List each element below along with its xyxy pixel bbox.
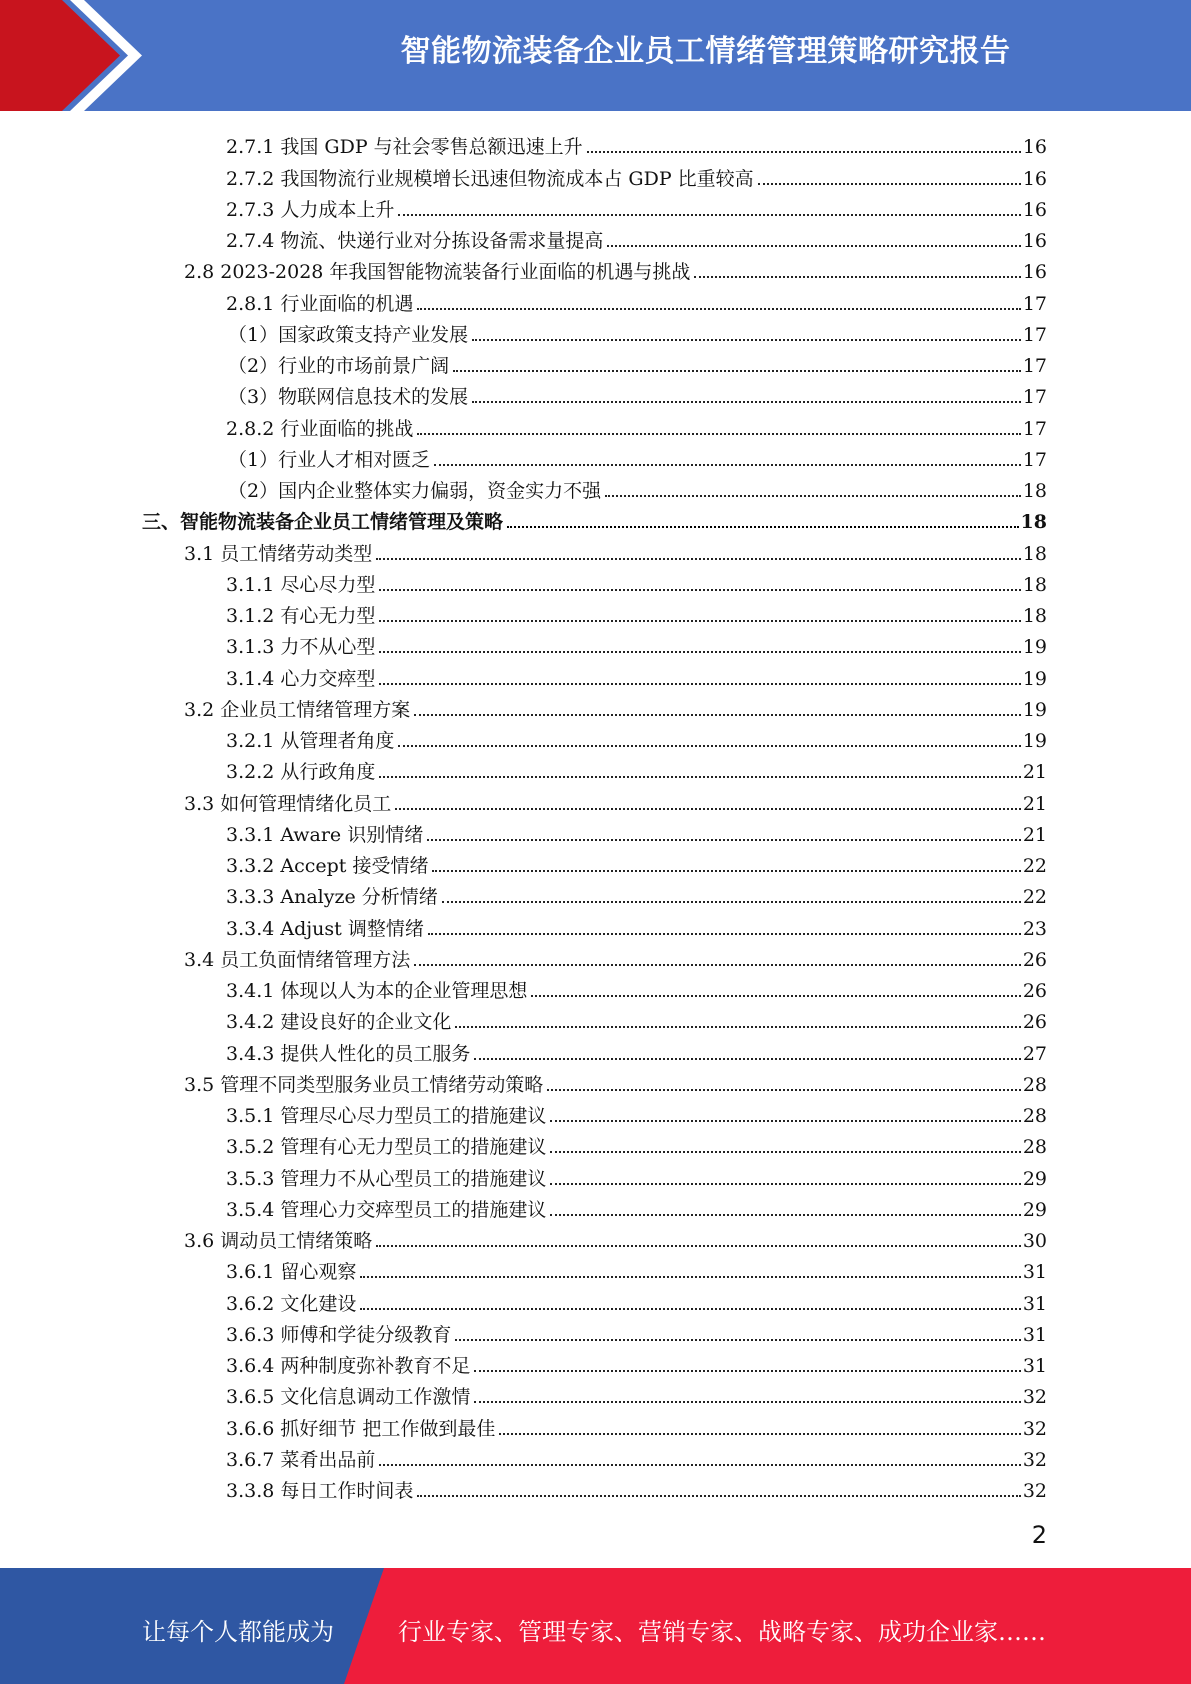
toc-entry[interactable] <box>0 221 1047 252</box>
toc-entry-page: 22 <box>1022 886 1047 909</box>
toc-entry-title: （3）物联网信息技术的发展 <box>228 386 469 409</box>
toc-dot-leader <box>550 1214 1020 1216</box>
toc-dot-leader <box>587 151 1021 153</box>
toc-entry-page: 17 <box>1022 323 1047 346</box>
toc-entry-title: 3.1.1 尽心尽力型 <box>226 573 376 596</box>
toc-entry-page: 31 <box>1022 1261 1047 1284</box>
toc-entry-page: 17 <box>1022 292 1047 315</box>
toc-entry[interactable] <box>0 940 1047 971</box>
toc-dot-leader <box>605 495 1021 497</box>
toc-entry[interactable] <box>0 877 1047 908</box>
toc-entry-page: 32 <box>1022 1480 1047 1502</box>
toc-entry-title: 3.4.2 建设良好的企业文化 <box>226 1011 452 1034</box>
toc-dot-leader <box>474 1058 1020 1060</box>
toc-entry-title: 3.4.3 提供人性化的员工服务 <box>226 1042 471 1065</box>
toc-entry[interactable] <box>0 283 1047 314</box>
toc-entry-page: 16 <box>1022 167 1047 190</box>
toc-entry-title: 3.4.1 体现以人为本的企业管理思想 <box>226 980 528 1002</box>
toc-entry[interactable] <box>0 1190 1047 1221</box>
toc-entry-title: 2.7.2 我国物流行业规模增长迅速但物流成本占 GDP 比重较高 <box>226 167 754 190</box>
toc-entry-title: 3.6.6 抓好细节 把工作做到最佳 <box>226 1417 496 1440</box>
toc-entry-title: 3.3.4 Adjust 调整情绪 <box>226 917 424 940</box>
toc-entry-title: 3.1 员工情绪劳动类型 <box>184 542 373 565</box>
toc-entry-title: 3.6.1 留心观察 <box>226 1261 357 1284</box>
toc-entry-page: 29 <box>1022 1198 1047 1221</box>
toc-entry[interactable] <box>0 190 1047 221</box>
toc-entry-title: 3.2.2 从行政角度 <box>226 761 376 784</box>
page-number: 2 <box>1031 1521 1047 1549</box>
toc-entry[interactable] <box>0 1346 1047 1377</box>
toc-entry[interactable] <box>0 127 1047 158</box>
toc-dot-leader <box>507 526 1019 528</box>
toc-dot-leader <box>417 433 1020 435</box>
toc-dot-leader <box>360 1276 1020 1278</box>
toc-entry[interactable] <box>0 377 1047 408</box>
toc-dot-leader <box>550 1183 1020 1185</box>
toc-entry-title: 3.1.4 心力交瘁型 <box>226 667 376 690</box>
toc-entry[interactable] <box>0 1408 1047 1439</box>
toc-dot-leader <box>607 245 1020 247</box>
toc-dot-leader <box>694 276 1020 278</box>
toc-entry-title: 3.6 调动员工情绪策略 <box>184 1230 373 1252</box>
toc-entry[interactable] <box>0 502 1047 533</box>
chevron-arrow-icon <box>0 0 160 111</box>
toc-entry-title: 2.7.1 我国 GDP 与社会零售总额迅速上升 <box>226 136 583 159</box>
toc-entry-page: 27 <box>1022 1042 1047 1065</box>
toc-entry[interactable] <box>0 252 1047 283</box>
toc-dot-leader <box>453 370 1021 372</box>
toc-entry-page: 17 <box>1022 448 1047 471</box>
toc-entry-title: 3.5.1 管理尽心尽力型员工的措施建议 <box>226 1105 547 1127</box>
toc-entry[interactable] <box>0 158 1047 189</box>
toc-entry-page: 32 <box>1022 1386 1047 1409</box>
toc-entry[interactable] <box>0 783 1047 814</box>
toc-entry-title: 3.6.2 文化建设 <box>226 1292 357 1315</box>
toc-entry[interactable] <box>0 627 1047 658</box>
toc-dot-leader <box>474 1401 1020 1403</box>
toc-entry[interactable] <box>0 1221 1047 1252</box>
toc-entry-title: 3.6.5 文化信息调动工作激情 <box>226 1386 471 1409</box>
toc-entry[interactable] <box>0 471 1047 502</box>
toc-entry-page: 16 <box>1022 136 1047 159</box>
toc-entry[interactable] <box>0 1002 1047 1033</box>
toc-entry-title: 3.1.3 力不从心型 <box>226 636 376 659</box>
toc-dot-leader <box>398 214 1020 216</box>
toc-entry-page: 18 <box>1022 573 1047 596</box>
toc-entry-title: 2.8.1 行业面临的机遇 <box>226 292 414 315</box>
toc-entry[interactable] <box>0 1252 1047 1283</box>
toc-entry-page: 30 <box>1022 1230 1047 1252</box>
toc-dot-leader <box>442 901 1021 903</box>
toc-entry-page: 19 <box>1022 698 1047 721</box>
toc-dot-leader <box>455 1026 1020 1028</box>
toc-entry[interactable] <box>0 1315 1047 1346</box>
toc-dot-leader <box>531 995 1020 997</box>
toc-dot-leader <box>414 714 1021 716</box>
toc-entry-title: 3.3 如何管理情绪化员工 <box>184 792 392 815</box>
toc-dot-leader <box>379 776 1020 778</box>
toc-entry-page: 32 <box>1022 1448 1047 1471</box>
toc-entry-title: 3.5.4 管理心力交瘁型员工的措施建议 <box>226 1198 547 1221</box>
toc-entry[interactable] <box>0 1065 1047 1096</box>
toc-entry[interactable] <box>0 346 1047 377</box>
toc-dot-leader <box>499 1433 1020 1435</box>
toc-dot-leader <box>547 1089 1021 1091</box>
toc-dot-leader <box>474 1370 1020 1372</box>
toc-entry-page: 17 <box>1022 417 1047 440</box>
toc-entry[interactable] <box>0 658 1047 689</box>
toc-entry[interactable] <box>0 596 1047 627</box>
toc-dot-leader <box>417 1495 1020 1497</box>
toc-dot-leader <box>550 1151 1020 1153</box>
toc-entry[interactable] <box>0 1096 1047 1127</box>
footer-slogan-right: 行业专家、管理专家、营销专家、战略专家、成功企业家…… <box>398 1618 1046 1646</box>
toc-dot-leader <box>379 683 1020 685</box>
page-footer <box>0 1568 1191 1684</box>
toc-entry[interactable] <box>0 565 1047 596</box>
toc-entry-title: 2.7.3 人力成本上升 <box>226 198 395 221</box>
toc-entry-page: 18 <box>1022 480 1047 502</box>
toc-entry-page: 21 <box>1022 823 1047 846</box>
toc-entry-title: 3.5 管理不同类型服务业员工情绪劳动策略 <box>184 1073 544 1096</box>
toc-entry-page: 26 <box>1022 1011 1047 1034</box>
toc-entry[interactable] <box>0 440 1047 471</box>
toc-dot-leader <box>434 464 1021 466</box>
toc-entry-page: 28 <box>1022 1136 1047 1159</box>
toc-entry-page: 21 <box>1022 792 1047 815</box>
toc-entry[interactable] <box>0 1283 1047 1314</box>
toc-entry[interactable] <box>0 752 1047 783</box>
toc-entry-title: 2.8 2023-2028 年我国智能物流装备行业面临的机遇与挑战 <box>184 261 691 284</box>
toc-entry[interactable] <box>0 408 1047 439</box>
toc-entry-page: 29 <box>1022 1167 1047 1190</box>
toc-dot-leader <box>758 183 1021 185</box>
toc-dot-leader <box>395 808 1021 810</box>
toc-dot-leader <box>455 1339 1020 1341</box>
toc-entry-title: 3.2 企业员工情绪管理方案 <box>184 698 411 721</box>
toc-dot-leader <box>432 870 1020 872</box>
toc-entry[interactable] <box>0 1033 1047 1064</box>
toc-entry-title: 3.6.4 两种制度弥补教育不足 <box>226 1355 471 1377</box>
toc-entry-page: 16 <box>1022 261 1047 284</box>
toc-dot-leader <box>472 339 1021 341</box>
toc-entry-title: 3.1.2 有心无力型 <box>226 605 376 627</box>
toc-entry-title: （1）行业人才相对匮乏 <box>228 448 431 471</box>
toc-entry-title: 3.5.2 管理有心无力型员工的措施建议 <box>226 1136 547 1159</box>
toc-entry[interactable] <box>0 533 1047 564</box>
toc-entry-page: 31 <box>1022 1323 1047 1346</box>
toc-entry-title: 3.3.3 Analyze 分析情绪 <box>226 886 438 909</box>
toc-dot-leader <box>550 1120 1020 1122</box>
toc-entry[interactable] <box>0 315 1047 346</box>
toc-entry-title: 2.8.2 行业面临的挑战 <box>226 417 414 440</box>
toc-entry[interactable] <box>0 1440 1047 1471</box>
toc-dot-leader <box>376 1245 1021 1247</box>
page-header <box>0 0 1191 111</box>
toc-entry[interactable] <box>0 971 1047 1002</box>
toc-entry[interactable] <box>0 1471 1047 1502</box>
report-title: 智能物流装备企业员工情绪管理策略研究报告 <box>400 34 1011 69</box>
toc-entry[interactable] <box>0 815 1047 846</box>
toc-entry-title: 3.6.7 菜肴出品前 <box>226 1448 376 1471</box>
toc-entry-page: 31 <box>1022 1355 1047 1377</box>
toc-entry-title: 3.4 员工负面情绪管理方法 <box>184 948 411 971</box>
toc-dot-leader <box>428 933 1021 935</box>
toc-dot-leader <box>414 964 1021 966</box>
toc-entry-title: 2.7.4 物流、快递行业对分拣设备需求量提高 <box>226 230 604 252</box>
toc-entry-page: 18 <box>1022 542 1047 565</box>
toc-entry[interactable] <box>0 908 1047 939</box>
toc-entry-page: 17 <box>1022 355 1047 377</box>
toc-entry-page: 28 <box>1022 1105 1047 1127</box>
toc-entry-page: 18 <box>1022 605 1047 627</box>
toc-dot-leader <box>360 1308 1020 1310</box>
toc-entry[interactable] <box>0 1158 1047 1189</box>
toc-entry-page: 31 <box>1022 1292 1047 1315</box>
toc-entry[interactable] <box>0 721 1047 752</box>
toc-dot-leader <box>379 620 1020 622</box>
toc-entry[interactable] <box>0 1377 1047 1408</box>
toc-entry-title: 3.5.3 管理力不从心型员工的措施建议 <box>226 1167 547 1190</box>
toc-entry-title: （2）国内企业整体实力偏弱，资金实力不强 <box>228 480 602 502</box>
toc-entry-page: 16 <box>1022 198 1047 221</box>
toc-entry[interactable] <box>0 846 1047 877</box>
toc-entry[interactable] <box>0 690 1047 721</box>
toc-entry-page: 26 <box>1022 948 1047 971</box>
toc-entry-title: 3.6.3 师傅和学徒分级教育 <box>226 1323 452 1346</box>
toc-entry-page: 26 <box>1022 980 1047 1002</box>
toc-dot-leader <box>398 745 1020 747</box>
toc-entry-page: 23 <box>1022 917 1047 940</box>
toc-dot-leader <box>379 651 1020 653</box>
toc-entry-title: 3.3.2 Accept 接受情绪 <box>226 855 429 877</box>
toc-dot-leader <box>472 401 1021 403</box>
toc-entry-page: 19 <box>1022 730 1047 752</box>
toc-entry-title: （1）国家政策支持产业发展 <box>228 323 469 346</box>
toc-entry-page: 19 <box>1022 667 1047 690</box>
toc-entry-title: 三、智能物流装备企业员工情绪管理及策略 <box>142 511 504 534</box>
toc-entry-page: 21 <box>1022 761 1047 784</box>
toc-dot-leader <box>376 558 1021 560</box>
toc-entry-page: 17 <box>1022 386 1047 409</box>
toc-entry-page: 18 <box>1020 511 1047 534</box>
toc-entry-page: 28 <box>1022 1073 1047 1096</box>
toc-dot-leader <box>417 308 1020 310</box>
toc-entry-title: 3.3.8 每日工作时间表 <box>226 1480 414 1502</box>
toc-entry-title: 3.3.1 Aware 识别情绪 <box>226 823 424 846</box>
toc-entry-page: 22 <box>1022 855 1047 877</box>
toc-entry-title: （2）行业的市场前景广阔 <box>228 355 450 377</box>
toc-dot-leader <box>427 839 1021 841</box>
footer-slogan-left: 让每个人都能成为 <box>142 1618 334 1646</box>
toc-entry-page: 16 <box>1022 230 1047 252</box>
toc-dot-leader <box>379 589 1020 591</box>
toc-entry[interactable] <box>0 1127 1047 1158</box>
toc-entry-page: 19 <box>1022 636 1047 659</box>
toc-entry-title: 3.2.1 从管理者角度 <box>226 730 395 752</box>
toc-entry-page: 32 <box>1022 1417 1047 1440</box>
toc-dot-leader <box>379 1464 1020 1466</box>
